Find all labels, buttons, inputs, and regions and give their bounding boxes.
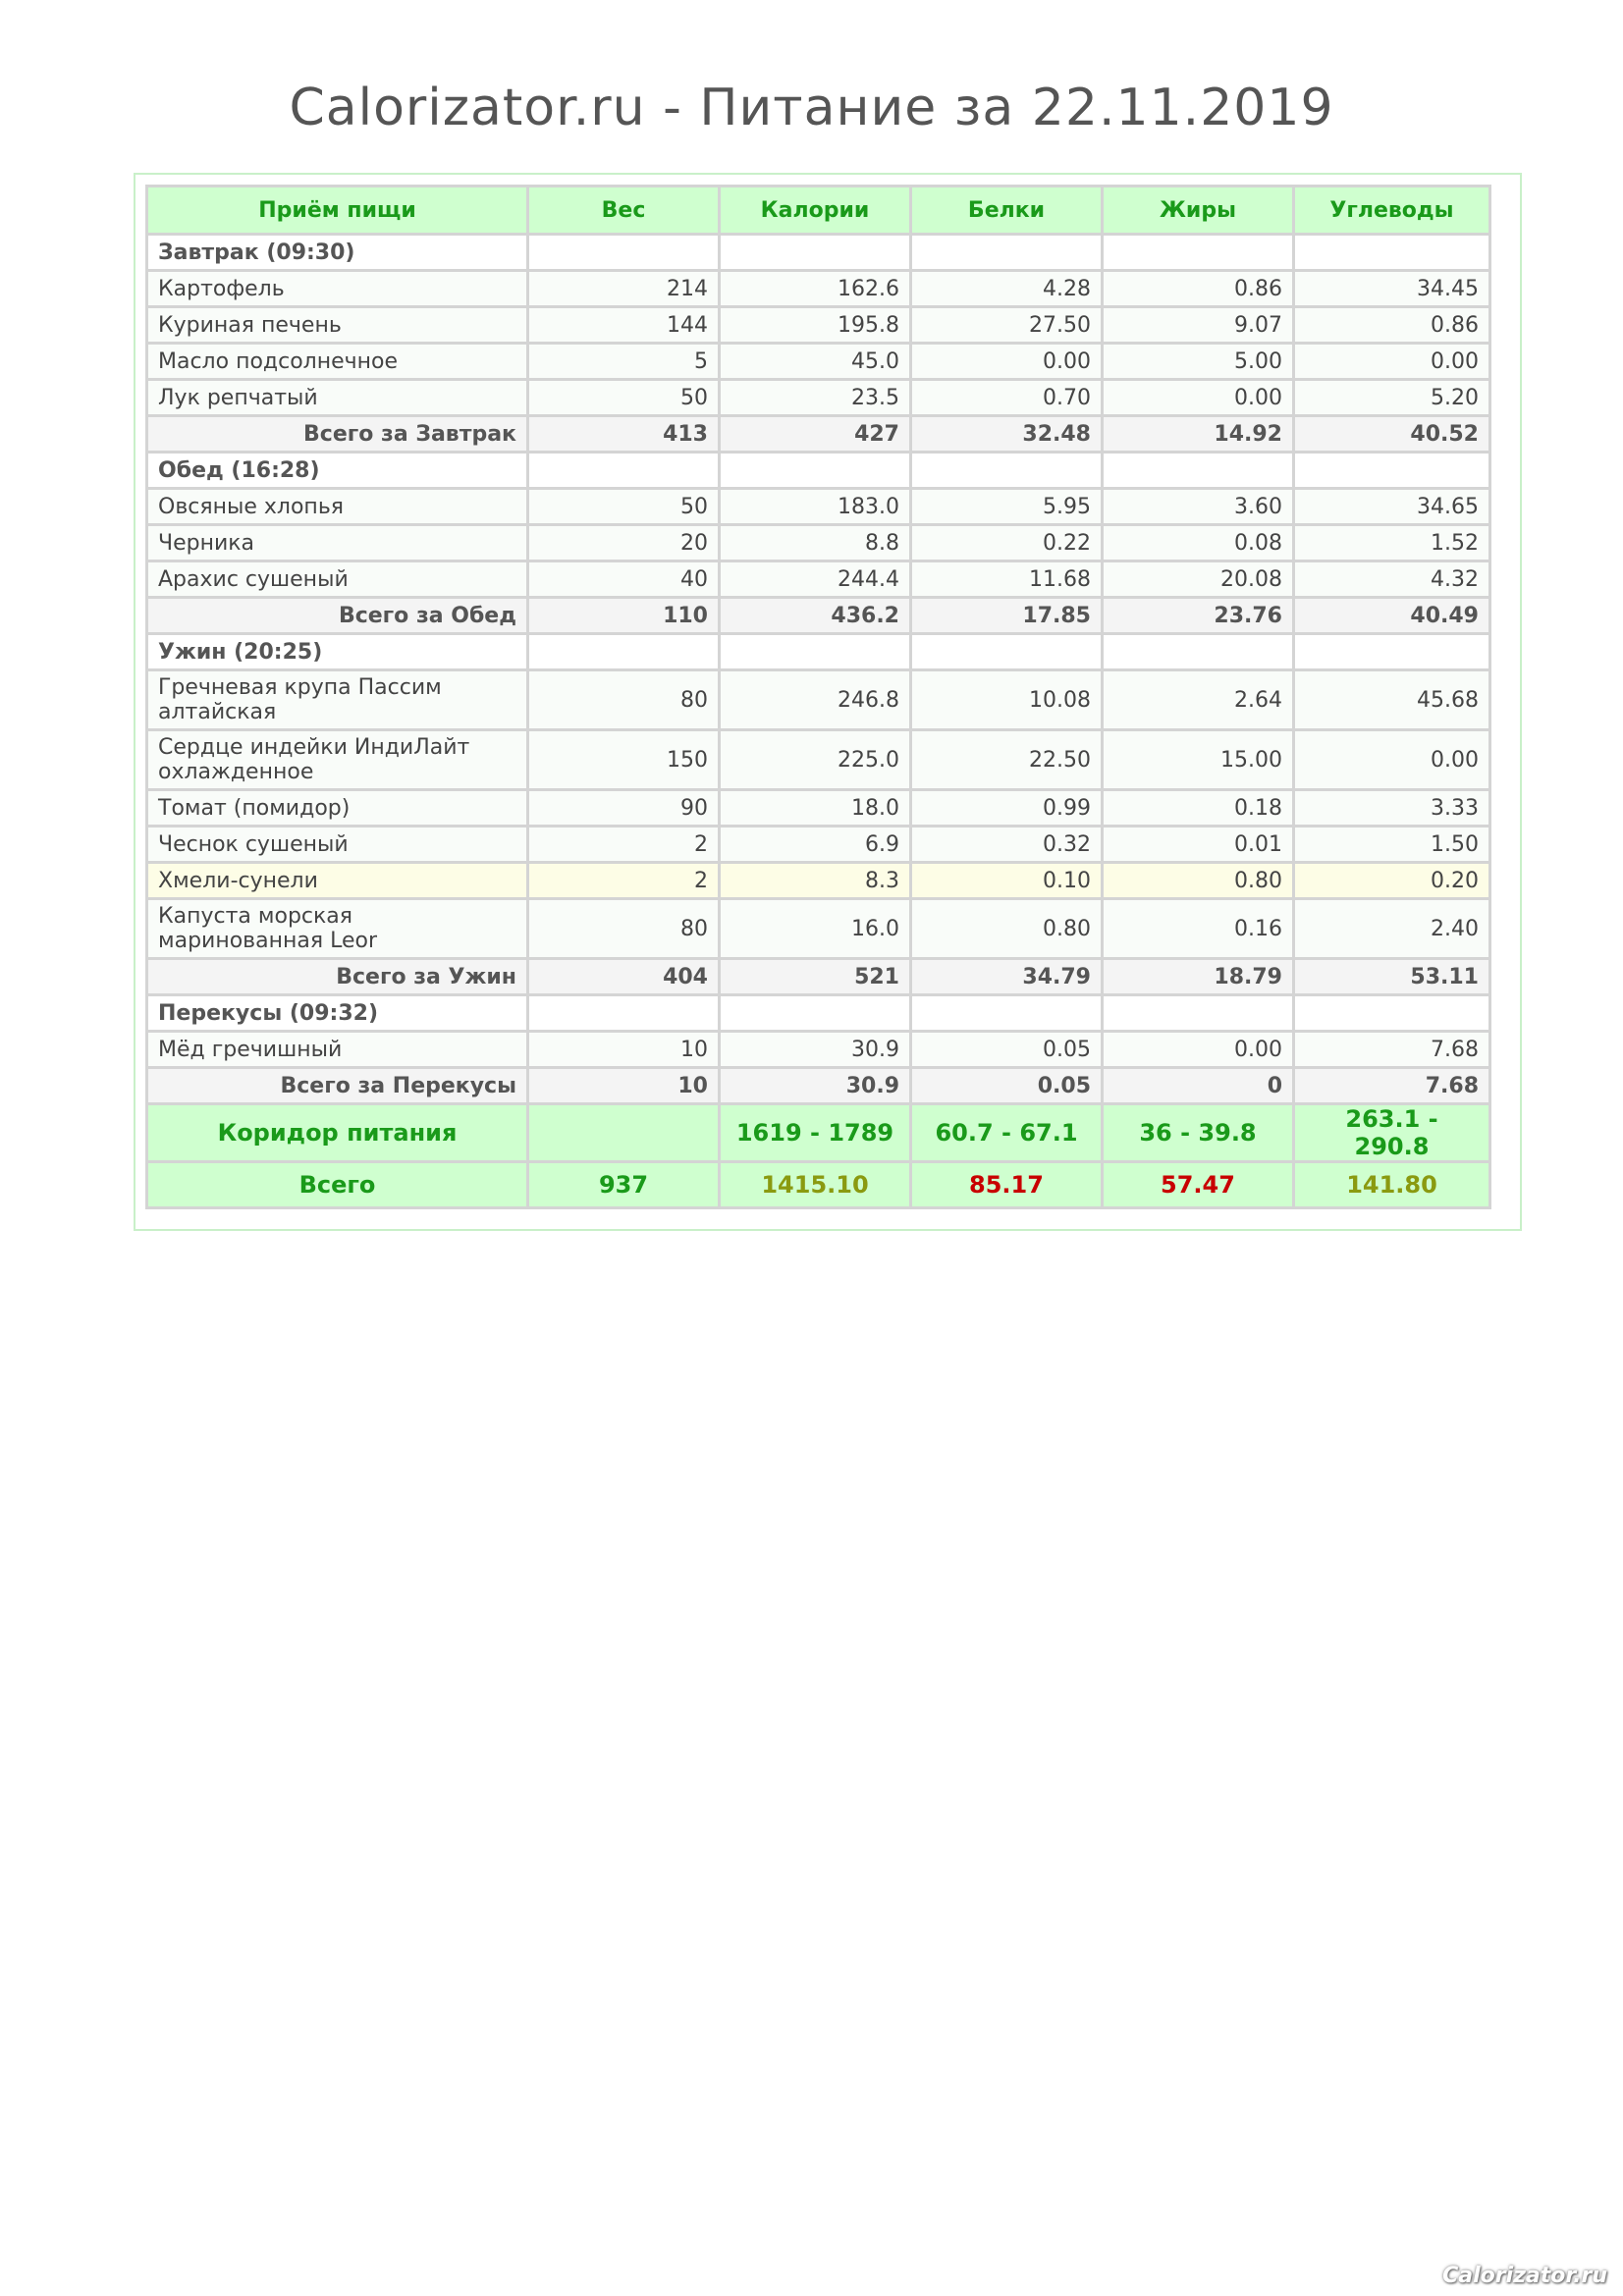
fat-cell: 15.00 [1103, 730, 1294, 790]
calories-cell: 521 [720, 959, 911, 995]
protein-cell: 0.05 [911, 1068, 1103, 1104]
food-name: Капуста морская маринованная Leor [147, 899, 528, 959]
header-weight: Вес [528, 187, 720, 235]
watermark: Calorizator.ru [1442, 2264, 1607, 2288]
table-header-row [147, 187, 1490, 235]
carbs-cell: 45.68 [1294, 670, 1490, 730]
food-name: Гречневая крупа Пассим алтайская [147, 670, 528, 730]
food-name: Арахис сушеный [147, 561, 528, 598]
food-name: Черника [147, 525, 528, 561]
nutrition-table-frame [134, 173, 1522, 1231]
protein-cell: 0.32 [911, 827, 1103, 863]
protein-cell: 0.70 [911, 380, 1103, 416]
food-name: Сердце индейки ИндиЛайт охлажденное [147, 730, 528, 790]
corridor-carbs: 263.1 - 290.8 [1294, 1104, 1490, 1162]
header-calories: Калории [720, 187, 911, 235]
fat-cell: 0.16 [1103, 899, 1294, 959]
calories-cell: 23.5 [720, 380, 911, 416]
weight-cell: 150 [528, 730, 720, 790]
meal-group-row [147, 235, 1490, 271]
protein-cell: 32.48 [911, 416, 1103, 453]
grand-total-carbs: 141.80 [1294, 1162, 1490, 1208]
carbs-cell: 4.32 [1294, 561, 1490, 598]
protein-cell: 0.22 [911, 525, 1103, 561]
table-row [147, 380, 1490, 416]
weight-cell: 404 [528, 959, 720, 995]
carbs-cell: 53.11 [1294, 959, 1490, 995]
meal-name: Ужин (20:25) [147, 634, 528, 670]
carbs-cell: 0.86 [1294, 307, 1490, 344]
food-name: Лук репчатый [147, 380, 528, 416]
meal-total-label: Всего за Обед [147, 598, 528, 634]
calories-cell: 183.0 [720, 489, 911, 525]
protein-cell: 0.05 [911, 1032, 1103, 1068]
fat-cell: 9.07 [1103, 307, 1294, 344]
weight-cell: 80 [528, 899, 720, 959]
protein-cell: 0.99 [911, 790, 1103, 827]
carbs-cell: 7.68 [1294, 1068, 1490, 1104]
protein-cell: 10.08 [911, 670, 1103, 730]
carbs-cell: 40.49 [1294, 598, 1490, 634]
protein-cell: 5.95 [911, 489, 1103, 525]
calories-cell: 6.9 [720, 827, 911, 863]
fat-cell: 5.00 [1103, 344, 1294, 380]
carbs-cell: 5.20 [1294, 380, 1490, 416]
weight-cell: 2 [528, 827, 720, 863]
table-row [147, 899, 1490, 959]
carbs-cell: 1.50 [1294, 827, 1490, 863]
fat-cell: 23.76 [1103, 598, 1294, 634]
protein-cell: 17.85 [911, 598, 1103, 634]
food-name: Томат (помидор) [147, 790, 528, 827]
header-fat: Жиры [1103, 187, 1294, 235]
calories-cell: 8.8 [720, 525, 911, 561]
meal-total-label: Всего за Перекусы [147, 1068, 528, 1104]
corridor-calories: 1619 - 1789 [720, 1104, 911, 1162]
table-row-highlighted [147, 863, 1490, 899]
protein-cell: 0.10 [911, 863, 1103, 899]
table-row [147, 525, 1490, 561]
meal-group-row [147, 995, 1490, 1032]
table-row [147, 489, 1490, 525]
protein-cell: 0.80 [911, 899, 1103, 959]
calories-cell: 16.0 [720, 899, 911, 959]
weight-cell: 413 [528, 416, 720, 453]
calories-cell: 45.0 [720, 344, 911, 380]
weight-cell: 10 [528, 1068, 720, 1104]
weight-cell: 10 [528, 1032, 720, 1068]
fat-cell: 18.79 [1103, 959, 1294, 995]
calories-cell: 195.8 [720, 307, 911, 344]
carbs-cell: 2.40 [1294, 899, 1490, 959]
table-row [147, 1032, 1490, 1068]
carbs-cell: 34.45 [1294, 271, 1490, 307]
meal-name: Перекусы (09:32) [147, 995, 528, 1032]
food-name: Хмели-сунели [147, 863, 528, 899]
protein-cell: 4.28 [911, 271, 1103, 307]
corridor-fat: 36 - 39.8 [1103, 1104, 1294, 1162]
food-name: Куриная печень [147, 307, 528, 344]
protein-cell: 34.79 [911, 959, 1103, 995]
grand-total-weight: 937 [528, 1162, 720, 1208]
weight-cell: 80 [528, 670, 720, 730]
carbs-cell: 40.52 [1294, 416, 1490, 453]
weight-cell: 50 [528, 489, 720, 525]
page-title: Calorizator.ru - Питание за 22.11.2019 [289, 79, 1334, 137]
food-name: Чеснок сушеный [147, 827, 528, 863]
calories-cell: 225.0 [720, 730, 911, 790]
calories-cell: 436.2 [720, 598, 911, 634]
meal-name: Завтрак (09:30) [147, 235, 528, 271]
carbs-cell: 0.00 [1294, 730, 1490, 790]
calories-cell: 8.3 [720, 863, 911, 899]
meal-total-row [147, 416, 1490, 453]
fat-cell: 0.08 [1103, 525, 1294, 561]
calories-cell: 427 [720, 416, 911, 453]
meal-total-row [147, 598, 1490, 634]
fat-cell: 0.01 [1103, 827, 1294, 863]
meal-total-label: Всего за Завтрак [147, 416, 528, 453]
weight-cell: 20 [528, 525, 720, 561]
grand-total-row [147, 1162, 1490, 1208]
food-name: Овсяные хлопья [147, 489, 528, 525]
carbs-cell: 34.65 [1294, 489, 1490, 525]
meal-total-row [147, 1068, 1490, 1104]
food-name: Масло подсолнечное [147, 344, 528, 380]
carbs-cell: 0.20 [1294, 863, 1490, 899]
protein-cell: 0.00 [911, 344, 1103, 380]
header-carbs: Углеводы [1294, 187, 1490, 235]
header-meal: Приём пищи [147, 187, 528, 235]
food-name: Картофель [147, 271, 528, 307]
nutrition-corridor-row [147, 1104, 1490, 1162]
meal-total-row [147, 959, 1490, 995]
meal-group-row [147, 453, 1490, 489]
fat-cell: 0.00 [1103, 380, 1294, 416]
weight-cell: 2 [528, 863, 720, 899]
fat-cell: 0.80 [1103, 863, 1294, 899]
corridor-label: Коридор питания [147, 1104, 528, 1162]
weight-cell: 5 [528, 344, 720, 380]
carbs-cell: 3.33 [1294, 790, 1490, 827]
meal-group-row [147, 634, 1490, 670]
calories-cell: 30.9 [720, 1032, 911, 1068]
weight-cell: 110 [528, 598, 720, 634]
meal-total-label: Всего за Ужин [147, 959, 528, 995]
weight-cell: 90 [528, 790, 720, 827]
meal-name: Обед (16:28) [147, 453, 528, 489]
table-row [147, 827, 1490, 863]
fat-cell: 0.00 [1103, 1032, 1294, 1068]
table-row [147, 670, 1490, 730]
calories-cell: 246.8 [720, 670, 911, 730]
protein-cell: 22.50 [911, 730, 1103, 790]
nutrition-table [145, 185, 1491, 1209]
grand-total-calories: 1415.10 [720, 1162, 911, 1208]
protein-cell: 27.50 [911, 307, 1103, 344]
fat-cell: 0 [1103, 1068, 1294, 1104]
weight-cell: 50 [528, 380, 720, 416]
fat-cell: 20.08 [1103, 561, 1294, 598]
fat-cell: 14.92 [1103, 416, 1294, 453]
calories-cell: 244.4 [720, 561, 911, 598]
calories-cell: 18.0 [720, 790, 911, 827]
grand-total-fat: 57.47 [1103, 1162, 1294, 1208]
grand-total-protein: 85.17 [911, 1162, 1103, 1208]
calories-cell: 162.6 [720, 271, 911, 307]
grand-total-label: Всего [147, 1162, 528, 1208]
table-row [147, 561, 1490, 598]
corridor-protein: 60.7 - 67.1 [911, 1104, 1103, 1162]
table-row [147, 730, 1490, 790]
carbs-cell: 0.00 [1294, 344, 1490, 380]
table-row [147, 307, 1490, 344]
weight-cell: 40 [528, 561, 720, 598]
fat-cell: 0.18 [1103, 790, 1294, 827]
carbs-cell: 7.68 [1294, 1032, 1490, 1068]
weight-cell: 214 [528, 271, 720, 307]
weight-cell: 144 [528, 307, 720, 344]
food-name: Мёд гречишный [147, 1032, 528, 1068]
header-protein: Белки [911, 187, 1103, 235]
fat-cell: 2.64 [1103, 670, 1294, 730]
table-row [147, 271, 1490, 307]
calories-cell: 30.9 [720, 1068, 911, 1104]
fat-cell: 0.86 [1103, 271, 1294, 307]
corridor-weight [528, 1104, 720, 1162]
table-row [147, 790, 1490, 827]
carbs-cell: 1.52 [1294, 525, 1490, 561]
protein-cell: 11.68 [911, 561, 1103, 598]
fat-cell: 3.60 [1103, 489, 1294, 525]
table-row [147, 344, 1490, 380]
